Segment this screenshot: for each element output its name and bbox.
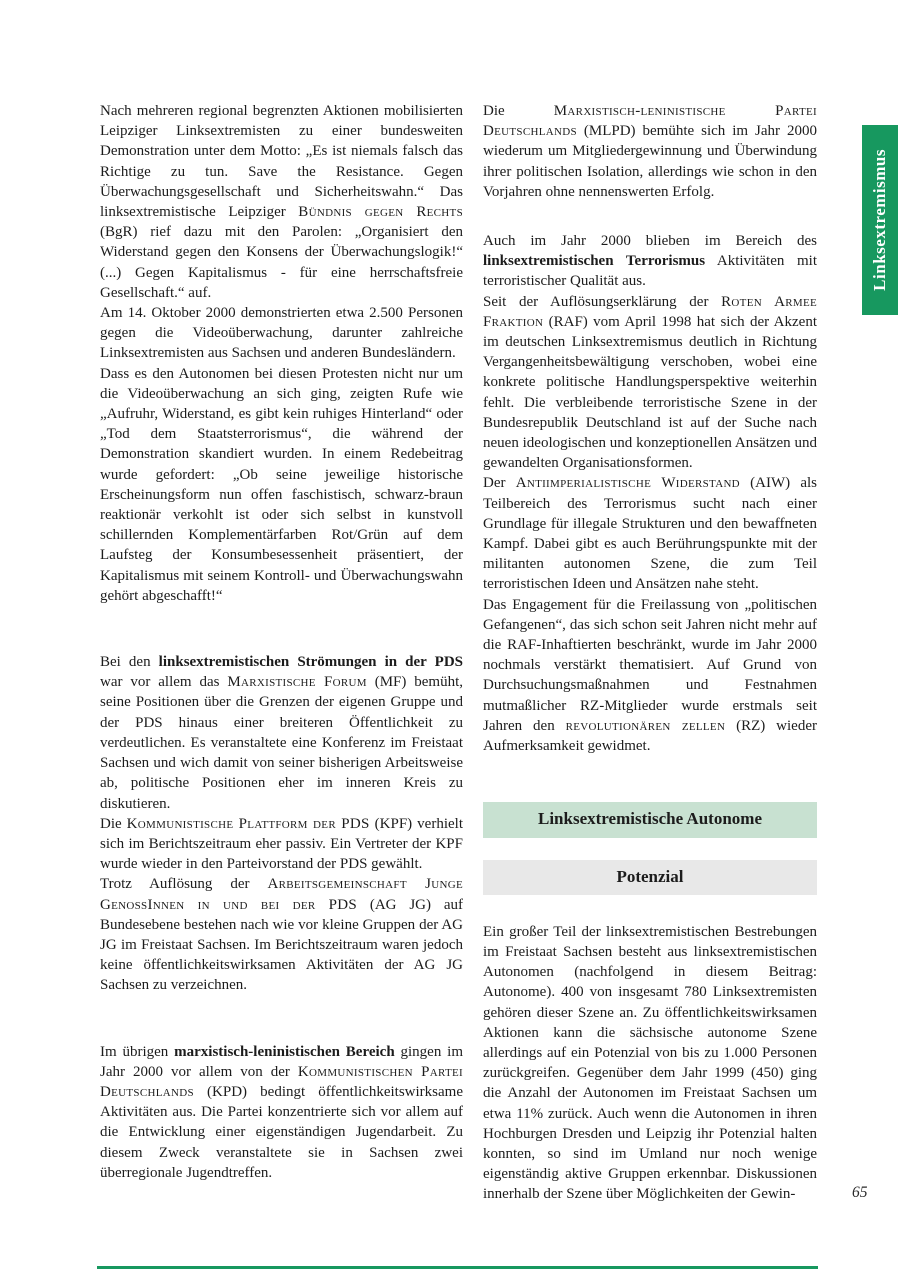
footer-rule (97, 1266, 818, 1269)
paragraph: Auch im Jahr 2000 blieben im Bereich des linksextremistischen Terrorismus Aktivitäten mit terroristischer Qualität aus. (483, 233, 817, 290)
paragraph: Im übrigen marxistisch-leninistischen Bereich gingen im Jahr 2000 vor allem von der Kommunistischen Partei Deutschlands (KPD) bedingt öffentlichkeitswirksame Aktivitäten aus. Die Partei konzentrierte sich vor allem auf die Entwicklung einer eigenständigen Jugendarbeit. Zu diesem Zweck veranstaltete sie in Sachsen zwei überregionale Jugendtreffen. (100, 1043, 463, 1181)
paragraph: Die Kommunistische Plattform der PDS (KPF) verhielt sich im Berichtszeitraum eher passiv. Ein Vertreter der KPF wurde wieder in den Parteivorstand der PDS gewählt. (100, 815, 463, 873)
sidebar-tab-label: Linksextremismus (870, 149, 889, 291)
page-number: 65 (852, 1184, 868, 1201)
sidebar-tab-linksextremismus (862, 125, 898, 315)
paragraph: Bei den linksextremistischen Strömungen in der PDS war vor allem das Marxistische Forum (MF) bemüht, seine Positionen über die Grenzen der eigenen Gruppe und der PDS hinaus einer breiteren Öffentlichkeit zu verdeutlichen. Es veranstaltete eine Konferenz im Freistaat Sachsen und wich damit von seiner bisherigen Arbeitsweise ab, politische Positionen eher im inneren Kreis zu diskutieren. (100, 654, 464, 812)
paragraph: Nach mehreren regional begrenzten Aktionen mobilisierten Leipziger Linksextremisten zu einer bundesweiten Demonstration unter dem Motto: „Es ist niemals falsch das Richtige zu tun. Save the Resistance. Gegen Überwachungsgesellschaft und Sicherheitswahn.“ Das linksextremistische Leipziger Bündnis gegen Rechts (BgR) rief dazu mit den Parolen: „Organisiert den Widerstand gegen den Konsens der Überwachungslogik!“ (...) Gegen Kapitalismus - für eine herrschaftsfreie Gesellschaft.“ auf. (100, 103, 463, 301)
paragraph: Die Marxistisch-leninistische Partei Deutschlands (MLPD) bemühte sich im Jahr 2000 wiederum um Mitgliedergewinnung und Überwindung ihrer politischen Isolation, allerdings wie schon in den Vorjahren ohne nennenswerten Erfolg. (483, 103, 817, 200)
paragraph: Seit der Auflösungserklärung der Roten Armee Fraktion (RAF) vom April 1998 hat sich der Akzent im deutschen Linksextremismus deutlich in Richtung Vergangenheitsbewältigung verschoben, wobei eine konkrete politische Handlungsperspektive weiterhin fehlt. Die verbleibende terroristische Szene in der Bundesrepublik Deutschland ist auf der Suche nach neuen ideologischen und konzeptionellen Ansätzen und gewandelten Organisationsformen. (483, 293, 817, 472)
left-column (100, 101, 463, 1183)
paragraph: Das Engagement für die Freilassung von „politischen Gefangenen“, das sich schon seit Jahren nicht mehr auf die RAF-Inhaftierten beschränkt, wurde im Jahr 2000 nochmals verstärkt thematisiert. Auf Grund von Durchsuchungsmaßnahmen und Festnahmen mutmaßlicher RZ-Mitglieder wurde erstmals seit Jahren den revolutionären zellen (RZ) wieder Aufmerksamkeit gewidmet. (483, 596, 817, 755)
paragraph: Der Antiimperialistische Widerstand (AIW) als Teilbereich des Terrorismus sucht nach einer Grundlage für illegale Strukturen und den bewaffneten Kampf. Dabei gibt es auch Berührungspunkte mit der militanten autonomen Szene, die zum Teil terroristischen Ideen und Ansätzen nahe steht. (483, 475, 817, 593)
paragraph: Ein großer Teil der linksextremistischen Bestrebungen im Freistaat Sachsen besteht aus linksextremistischen Autonomen (nachfolgend in diesem Beitrag: Autonome). 400 von insgesamt 780 Linksextremisten gehören dieser Szene an. Zu öffentlichkeitswirksamen Aktionen kann die sächsische autonome Szene allerdings auf ein Potenzial von bis zu 1.000 Personen zurückgreifen. Gegenüber dem Jahr 1999 (450) ging die Anzahl der Autonomen im Freistaat Sachsen um etwa 11% zurück. Auch wenn die Autonomen in ihren Hochburgen Dresden und Leipzig ihr Potenzial halten konnten, so sind im Umland nur noch wenige eigenständig aktive Gruppen erkennbar. Diskussionen innerhalb der Szene über Möglichkeiten der Gewin- (483, 923, 817, 1203)
right-column (483, 101, 817, 1205)
section-header: Linksextremistische Autonome (483, 802, 817, 837)
paragraph: Dass es den Autonomen bei diesen Protesten nicht nur um die Videoüberwachung an sich ging, zeigten Rufe wie „Aufruhr, Widerstand, es gibt kein ruhiges Hinterland“ oder „Tod dem Staatsterrorismus“, die während der Demonstration skandiert wurden. In einem Redebeitrag wurde gefordert: „Ob seine jeweilige historische Erscheinungsform nun offen faschistisch, schwarz-braun reaktionär verkohlt ist oder sich selbst in kunstvoll schillernden Komplementärfarben Rot/Grün auf dem Laufsteg der Konsumbesessenheit präsentiert, der Kapitalismus mit seinem Kontroll- und Überwachungswahn gehört abgeschafft!“ (100, 365, 463, 604)
section-header: Potenzial (483, 860, 817, 895)
paragraph: Trotz Auflösung der Arbeitsgemeinschaft Junge GenossInnen in und bei der PDS (AG JG) auf Bundesebene bestehen nach wie vor kleine Gruppen der AG JG im Freistaat Sachsen. Im Berichtszeitraum waren jedoch keine öffentlichkeitswirksamen Aktivitäten der AG JG Sachsen zu verzeichnen. (100, 876, 463, 994)
paragraph: Am 14. Oktober 2000 demonstrierten etwa 2.500 Personen gegen die Videoüberwachung, darunter zahlreiche Linksextremisten aus Sachsen und anderen Bundesländern. (100, 305, 463, 362)
